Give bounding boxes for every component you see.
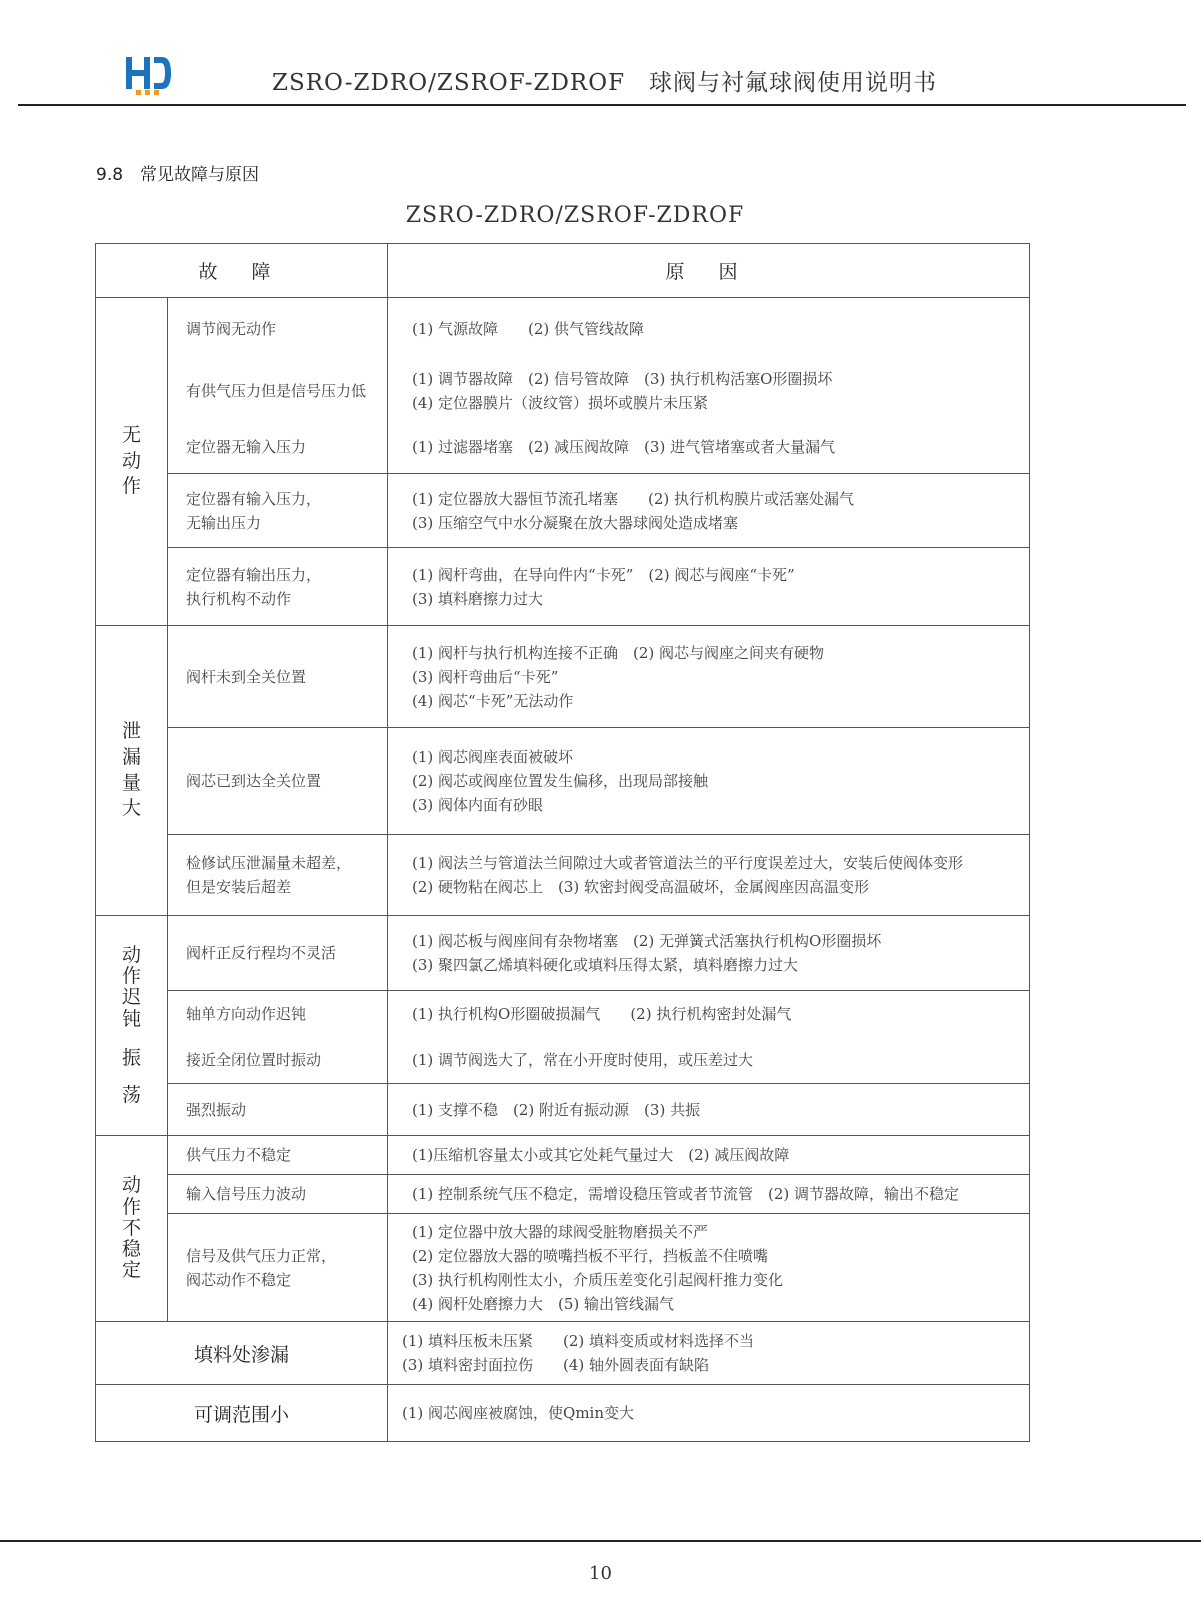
table-row: [96, 1084, 1030, 1136]
table-row: [96, 298, 1030, 360]
fault-cell: 有供气压力但是信号压力低: [168, 360, 388, 422]
fault-cell: 轴单方向动作迟钝: [168, 991, 388, 1037]
fault-cell: 定位器有输入压力， 无输出压力: [168, 474, 388, 548]
cause-cell: (1) 气源故障 (2) 供气管线故障: [388, 298, 1030, 360]
cause-cell: (1) 填料压板未压紧 (2) 填料变质或材料选择不当 (3) 填料密封面拉伤 (4) 轴外圆表面有缺陷: [388, 1322, 1030, 1385]
table-row: [96, 1136, 1030, 1175]
page-number: 10: [589, 1563, 612, 1584]
fault-cell: 阀芯已到达全关位置: [168, 728, 388, 835]
fault-cell: 阀杆未到全关位置: [168, 626, 388, 728]
cause-cell: (1) 过滤器堵塞 (2) 减压阀故障 (3) 进气管堵塞或者大量漏气: [388, 422, 1030, 474]
cause-cell: (1) 阀杆与执行机构连接不正确 (2) 阀芯与阀座之间夹有硬物 (3) 阀杆弯曲后“卡死” (4) 阀芯“卡死”无法动作: [388, 626, 1030, 728]
section-heading: 9.8 常见故障与原因: [96, 165, 260, 185]
cause-cell: (1) 阀法兰与管道法兰间隙过大或者管道法兰的平行度误差过大，安装后使阀体变形 (2) 硬物粘在阀芯上 (3) 软密封阀受高温破坏，金属阀座因高温变形: [388, 835, 1030, 916]
category-cell: 无 动 作: [96, 298, 168, 626]
table-row: [96, 835, 1030, 916]
cause-cell: (1) 定位器放大器恒节流孔堵塞 (2) 执行机构膜片或活塞处漏气 (3) 压缩空气中水分凝聚在放大器球阀处造成堵塞: [388, 474, 1030, 548]
fault-cell: 供气压力不稳定: [168, 1136, 388, 1175]
cause-cell: (1) 阀芯板与阀座间有杂物堵塞 (2) 无弹簧式活塞执行机构O形圈损坏 (3) 聚四氯乙烯填料硬化或填料压得太紧，填料磨擦力过大: [388, 916, 1030, 991]
cause-cell: (1) 定位器中放大器的球阀受脏物磨损关不严 (2) 定位器放大器的喷嘴挡板不平行，挡板盖不住喷嘴 (3) 执行机构刚性太小，介质压差变化引起阀杆推力变化 (4) 阀杆处磨擦力大 (5) 输出管线漏气: [388, 1214, 1030, 1322]
fault-cell: 强烈振动: [168, 1084, 388, 1136]
cause-cell: (1) 阀杆弯曲，在导向件内“卡死” (2) 阀芯与阀座“卡死” (3) 填料磨擦力过大: [388, 548, 1030, 626]
category-cell: 动 作 迟 钝 振 荡: [96, 916, 168, 1136]
header-divider: [18, 104, 1186, 106]
table-row: [96, 474, 1030, 548]
fault-cell: 可调范围小: [96, 1385, 388, 1442]
table-row: [96, 1214, 1030, 1322]
table-row: [96, 1385, 1030, 1442]
table-row: [96, 991, 1030, 1037]
table-row: [96, 916, 1030, 991]
fault-cell: 调节阀无动作: [168, 298, 388, 360]
table-row: [96, 548, 1030, 626]
table-row: [96, 1322, 1030, 1385]
cause-cell: (1) 调节器故障 (2) 信号管故障 (3) 执行机构活塞O形圈损坏 (4) 定位器膜片（波纹管）损坏或膜片未压紧: [388, 360, 1030, 422]
table-row: [96, 1037, 1030, 1084]
cause-cell: (1) 执行机构O形圈破损漏气 (2) 执行机构密封处漏气: [388, 991, 1030, 1037]
footer-divider: [0, 1540, 1201, 1542]
table-header-row: [96, 244, 1030, 298]
fault-cell: 阀杆正反行程均不灵活: [168, 916, 388, 991]
table-row: [96, 360, 1030, 422]
table-row: [96, 422, 1030, 474]
table-row: [96, 626, 1030, 728]
cause-cell: (1) 控制系统气压不稳定，需增设稳压管或者节流管 (2) 调节器故障，输出不稳定: [388, 1175, 1030, 1214]
document-header-title: ZSRO-ZDRO/ZSROF-ZDROF 球阀与衬氟球阀使用说明书: [272, 70, 938, 96]
fault-cell: 信号及供气压力正常， 阀芯动作不稳定: [168, 1214, 388, 1322]
table-row: [96, 728, 1030, 835]
cause-cell: (1) 阀芯阀座表面被破坏 (2) 阀芯或阀座位置发生偏移，出现局部接触 (3) 阀体内面有砂眼: [388, 728, 1030, 835]
table-title: ZSRO-ZDRO/ZSROF-ZDROF: [405, 203, 745, 228]
column-header-cause: 原 因: [388, 244, 1030, 298]
category-cell: 动 作 不 稳 定: [96, 1136, 168, 1322]
category-cell: 泄 漏 量 大: [96, 626, 168, 916]
cause-cell: (1)压缩机容量太小或其它处耗气量过大 (2) 减压阀故障: [388, 1136, 1030, 1175]
fault-cell: 填料处渗漏: [96, 1322, 388, 1385]
fault-table: [95, 243, 1030, 1442]
table-row: [96, 1175, 1030, 1214]
column-header-fault: 故 障: [96, 244, 388, 298]
cause-cell: (1) 阀芯阀座被腐蚀，使Qmin变大: [388, 1385, 1030, 1442]
cause-cell: (1) 调节阀选大了，常在小开度时使用，或压差过大: [388, 1037, 1030, 1084]
fault-cell: 输入信号压力波动: [168, 1175, 388, 1214]
fault-cell: 定位器无输入压力: [168, 422, 388, 474]
company-logo: [126, 55, 172, 95]
cause-cell: (1) 支撑不稳 (2) 附近有振动源 (3) 共振: [388, 1084, 1030, 1136]
fault-cell: 接近全闭位置时振动: [168, 1037, 388, 1084]
fault-cell: 检修试压泄漏量未超差， 但是安装后超差: [168, 835, 388, 916]
fault-cell: 定位器有输出压力， 执行机构不动作: [168, 548, 388, 626]
